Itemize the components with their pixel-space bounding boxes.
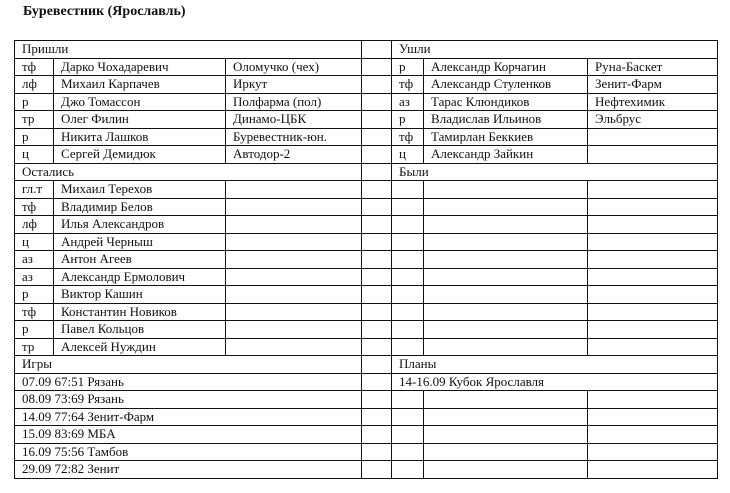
were-club (588, 251, 718, 269)
spacer-cell (362, 181, 392, 199)
left-name: Владислав Ильинов (424, 111, 588, 129)
left-name: Александр Зайкин (424, 146, 588, 164)
arrived-position: ц (15, 146, 54, 164)
were-club (588, 321, 718, 339)
arrived-name: Олег Филин (54, 111, 226, 129)
table-row (15, 286, 718, 304)
were-name (424, 181, 588, 199)
were-name (424, 198, 588, 216)
were-position (392, 233, 424, 251)
game-result: 14.09 77:64 Зенит-Фарм (15, 408, 362, 426)
empty-cell (424, 391, 588, 409)
left-club: Зенит-Фарм (588, 76, 718, 94)
spacer-cell (362, 443, 392, 461)
were-header: Были (392, 163, 718, 181)
table-row (15, 373, 718, 391)
left-position: ц (392, 146, 424, 164)
table-row (15, 128, 718, 146)
left-position: р (392, 111, 424, 129)
spacer-cell (362, 338, 392, 356)
left-name: Александр Стуленков (424, 76, 588, 94)
spacer-cell (362, 426, 392, 444)
arrived-club: Буревестник-юн. (226, 128, 362, 146)
were-position (392, 303, 424, 321)
were-position (392, 321, 424, 339)
stayed-name: Михаил Терехов (54, 181, 226, 199)
stayed-name: Алексей Нуждин (54, 338, 226, 356)
table-row (15, 233, 718, 251)
stayed-club (226, 233, 362, 251)
roster-table (14, 40, 718, 479)
game-result: 29.09 72:82 Зенит (15, 461, 362, 479)
spacer-cell (362, 321, 392, 339)
table-row (15, 461, 718, 479)
stayed-club (226, 338, 362, 356)
were-club (588, 268, 718, 286)
table-row (15, 426, 718, 444)
spacer-cell (362, 128, 392, 146)
arrived-position: р (15, 93, 54, 111)
empty-cell (424, 461, 588, 479)
empty-cell (392, 443, 424, 461)
arrived-position: лф (15, 76, 54, 94)
stayed-name: Павел Кольцов (54, 321, 226, 339)
plan-item: 14-16.09 Кубок Ярославля (392, 373, 718, 391)
empty-cell (588, 461, 718, 479)
game-result: 16.09 75:56 Тамбов (15, 443, 362, 461)
arrived-position: р (15, 128, 54, 146)
stayed-name: Илья Александров (54, 216, 226, 234)
stayed-position: лф (15, 216, 54, 234)
left-club (588, 128, 718, 146)
spacer-cell (362, 163, 392, 181)
arrived-club: Иркут (226, 76, 362, 94)
stayed-name: Виктор Кашин (54, 286, 226, 304)
games-header: Игры (15, 356, 362, 374)
empty-cell (424, 426, 588, 444)
were-club (588, 216, 718, 234)
left-club: Эльбрус (588, 111, 718, 129)
table-row (15, 146, 718, 164)
stayed-name: Владимир Белов (54, 198, 226, 216)
spacer-cell (362, 268, 392, 286)
left-position: тф (392, 128, 424, 146)
were-name (424, 338, 588, 356)
table-row (15, 408, 718, 426)
left-name: Тарас Клюндиков (424, 93, 588, 111)
arrived-header: Пришли (15, 41, 362, 59)
spacer-cell (362, 461, 392, 479)
were-position (392, 181, 424, 199)
empty-cell (424, 408, 588, 426)
empty-cell (424, 443, 588, 461)
left-club (588, 146, 718, 164)
stayed-position: тр (15, 338, 54, 356)
plans-header: Планы (392, 356, 718, 374)
spacer-cell (362, 146, 392, 164)
were-position (392, 286, 424, 304)
arrived-name: Михаил Карпачев (54, 76, 226, 94)
left-position: аз (392, 93, 424, 111)
spacer-cell (362, 286, 392, 304)
stayed-position: аз (15, 251, 54, 269)
arrived-name: Дарко Чохадаревич (54, 58, 226, 76)
table-row (15, 268, 718, 286)
page-title: Буревестник (Ярославль) (23, 4, 186, 19)
game-result: 07.09 67:51 Рязань (15, 373, 362, 391)
arrived-name: Джо Томассон (54, 93, 226, 111)
spacer-cell (362, 391, 392, 409)
spacer-cell (362, 356, 392, 374)
stayed-position: р (15, 286, 54, 304)
spacer-cell (362, 198, 392, 216)
table-row (15, 303, 718, 321)
left-header: Ушли (392, 41, 718, 59)
left-position: тф (392, 76, 424, 94)
stayed-position: ц (15, 233, 54, 251)
were-name (424, 303, 588, 321)
arrived-name: Никита Лашков (54, 128, 226, 146)
empty-cell (588, 443, 718, 461)
section-header-row (15, 356, 718, 374)
were-position (392, 198, 424, 216)
were-name (424, 286, 588, 304)
empty-cell (392, 391, 424, 409)
section-header-row (15, 41, 718, 59)
stayed-club (226, 216, 362, 234)
section-header-row (15, 163, 718, 181)
were-position (392, 251, 424, 269)
spacer-cell (362, 58, 392, 76)
were-club (588, 233, 718, 251)
stayed-position: аз (15, 268, 54, 286)
spacer-cell (362, 408, 392, 426)
stayed-name: Андрей Черныш (54, 233, 226, 251)
arrived-club: Полфарма (пол) (226, 93, 362, 111)
table-row (15, 181, 718, 199)
left-name: Тамирлан Беккиев (424, 128, 588, 146)
table-row (15, 111, 718, 129)
stayed-position: тф (15, 198, 54, 216)
stayed-position: тф (15, 303, 54, 321)
empty-cell (392, 461, 424, 479)
stayed-club (226, 268, 362, 286)
stayed-header: Остались (15, 163, 362, 181)
stayed-club (226, 286, 362, 304)
spacer-cell (362, 41, 392, 59)
stayed-name: Александр Ермолович (54, 268, 226, 286)
stayed-position: р (15, 321, 54, 339)
were-name (424, 321, 588, 339)
spacer-cell (362, 76, 392, 94)
table-row (15, 216, 718, 234)
were-club (588, 303, 718, 321)
arrived-position: тр (15, 111, 54, 129)
stayed-name: Антон Агеев (54, 251, 226, 269)
spacer-cell (362, 216, 392, 234)
table-row (15, 251, 718, 269)
table-row (15, 93, 718, 111)
spacer-cell (362, 303, 392, 321)
were-club (588, 338, 718, 356)
stayed-club (226, 251, 362, 269)
were-club (588, 181, 718, 199)
were-name (424, 268, 588, 286)
left-club: Руна-Баскет (588, 58, 718, 76)
stayed-club (226, 181, 362, 199)
stayed-club (226, 198, 362, 216)
table-row (15, 198, 718, 216)
empty-cell (392, 426, 424, 444)
were-club (588, 286, 718, 304)
spacer-cell (362, 111, 392, 129)
table-row (15, 338, 718, 356)
arrived-position: тф (15, 58, 54, 76)
were-name (424, 233, 588, 251)
table-row (15, 58, 718, 76)
empty-cell (588, 391, 718, 409)
arrived-club: Оломучко (чех) (226, 58, 362, 76)
empty-cell (392, 408, 424, 426)
were-name (424, 251, 588, 269)
left-position: р (392, 58, 424, 76)
stayed-name: Константин Новиков (54, 303, 226, 321)
were-position (392, 216, 424, 234)
game-result: 08.09 73:69 Рязань (15, 391, 362, 409)
arrived-club: Автодор-2 (226, 146, 362, 164)
left-name: Александр Корчагин (424, 58, 588, 76)
table-row (15, 321, 718, 339)
were-position (392, 268, 424, 286)
spacer-cell (362, 93, 392, 111)
table-row (15, 76, 718, 94)
arrived-name: Сергей Демидюк (54, 146, 226, 164)
table-row (15, 443, 718, 461)
were-name (424, 216, 588, 234)
stayed-club (226, 321, 362, 339)
left-club: Нефтехимик (588, 93, 718, 111)
arrived-club: Динамо-ЦБК (226, 111, 362, 129)
table-row (15, 391, 718, 409)
spacer-cell (362, 233, 392, 251)
game-result: 15.09 83:69 МБА (15, 426, 362, 444)
spacer-cell (362, 251, 392, 269)
spacer-cell (362, 373, 392, 391)
were-position (392, 338, 424, 356)
empty-cell (588, 426, 718, 444)
were-club (588, 198, 718, 216)
stayed-position: гл.т (15, 181, 54, 199)
empty-cell (588, 408, 718, 426)
stayed-club (226, 303, 362, 321)
